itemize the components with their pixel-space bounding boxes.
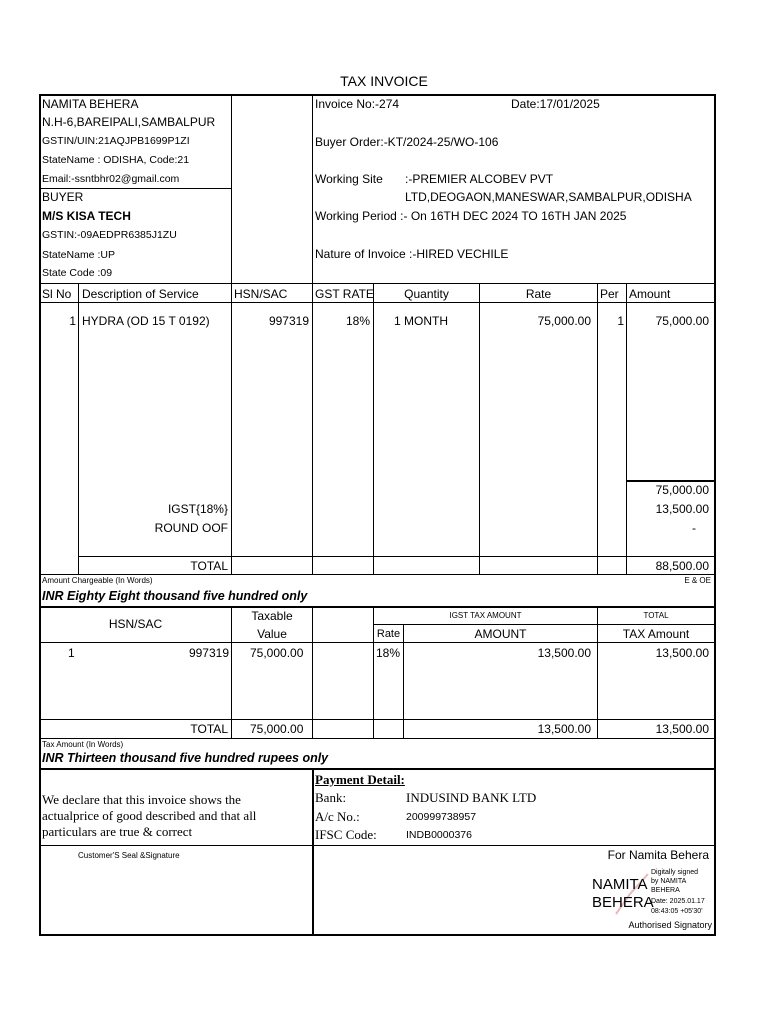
digital-sign-1: Digitally signed [651,869,699,876]
for-company: For Namita Behera [607,848,709,862]
col-quantity: Quantity [404,287,449,301]
customer-seal-label: Customer'S Seal &Signature [78,851,180,860]
round-off-value: - [692,521,696,535]
buyer-order: Buyer Order:-KT/2024-25/WO-106 [315,135,499,149]
buyer-gstin: GSTIN:-09AEDPR6385J1ZU [42,229,177,241]
divider [39,606,716,608]
divider [373,283,374,575]
tax-row-total: 13,500.00 [655,646,709,660]
border-top [39,94,716,96]
buyer-state-code: State Code :09 [42,267,113,279]
total-label: TOTAL [190,559,228,573]
item-rate: 75,000.00 [537,314,591,328]
seller-name: NAMITA BEHERA [42,97,139,111]
sign-name-1: NAMITA [592,876,648,893]
grand-total: 88,500.00 [655,559,709,573]
tax-col-tax-amount: TAX Amount [622,627,690,641]
tax-total-amount: 13,500.00 [537,722,591,736]
item-amount: 75,000.00 [655,314,709,328]
amount-words-label: Amount Chargeable (In Words) [42,576,153,585]
working-site-line1: :-PREMIER ALCOBEV PVT [405,172,554,186]
divider [40,283,714,284]
col-amount: Amount [629,287,671,301]
tax-row-hsn: 997319 [188,646,229,660]
digital-sign-3: BEHERA [651,887,680,894]
tax-in-words: INR Thirteen thousand five hundred rupees only [42,751,329,765]
subtotal-value: 75,000.00 [655,483,709,497]
divider [40,642,714,643]
tax-words-label: Tax Amount (In Words) [42,740,124,749]
border-bottom [39,934,716,936]
divider [40,302,714,303]
invoice-title: TAX INVOICE [340,73,428,89]
item-quantity: 1 MONTH [394,314,448,328]
digital-sign-4: Date: 2025.01.17 [651,898,705,905]
declaration-line-1: We declare that this invoice shows the [42,792,241,807]
tax-total-tax: 13,500.00 [655,722,709,736]
tax-col-taxable-1: Taxable [251,609,293,623]
invoice-number: Invoice No:-274 [315,97,400,111]
digital-sign-5: 08:43:05 +05'30' [651,908,703,915]
divider [78,283,79,575]
divider [40,719,714,720]
seller-state: StateName : ODISHA, Code:21 [42,154,190,166]
working-period: Working Period :- On 16TH DEC 2024 TO 16TH JAN 2025 [315,209,627,223]
digital-sign-2: by NAMITA [651,878,687,885]
item-description: HYDRA (OD 15 T 0192) [82,314,210,328]
col-description: Description of Service [82,287,199,301]
item-gst: 18% [345,314,370,328]
item-sl: 1 [69,314,76,328]
seller-gstin: GSTIN/UIN:21AQJPB1699P1ZI [42,135,190,147]
item-hsn: 997319 [268,314,309,328]
divider [312,768,314,935]
seller-email: Email:-ssntbhr02@gmail.com [42,173,180,185]
tax-col-rate: Rate [376,628,401,640]
seller-address: N.H-6,BAREIPALI,SAMBALPUR [42,115,216,129]
divider [40,738,714,739]
divider [40,574,714,575]
ifsc-code: INDB0000376 [406,829,472,841]
igst-value: 13,500.00 [655,502,709,516]
tax-col-total: TOTAL [643,611,669,620]
buyer-label: BUYER [42,190,84,204]
working-site-label: Working Site [315,172,383,186]
buyer-name: M/S KISA TECH [42,209,131,223]
divider [39,768,716,770]
working-site-line2: LTD,DEOGAON,MANESWAR,SAMBALPUR,ODISHA [405,190,692,204]
tax-total-label: TOTAL [190,722,228,736]
account-number: 200999738957 [406,811,477,823]
bank-name: INDUSIND BANK LTD [406,790,537,805]
ifsc-label: IFSC Code: [315,827,377,842]
tax-total-taxable: 75,000.00 [250,722,304,736]
divider [626,480,714,482]
invoice-date: Date:17/01/2025 [511,97,600,111]
divider [40,188,231,189]
col-per: Per [600,287,619,301]
declaration-line-2: actualprice of good described and that all [42,808,257,823]
invoice-nature: Nature of Invoice :-HIRED VECHILE [315,247,509,261]
tax-col-hsn: HSN/SAC [108,617,163,631]
tax-col-igst: IGST TAX AMOUNT [449,611,522,620]
tax-row-amount: 13,500.00 [537,646,591,660]
account-label: A/c No.: [315,809,360,824]
col-hsn: HSN/SAC [234,287,288,301]
bank-label: Bank: [315,790,347,805]
igst-label: IGST{18%} [167,502,228,516]
tax-row-sl: 1 [68,646,75,660]
authorised-signatory: Authorised Signatory [628,920,712,930]
declaration-line-3: particulars are true & correct [42,824,193,839]
item-per: 1 [617,314,624,328]
tax-col-taxable-2: Value [257,627,287,641]
amount-in-words: INR Eighty Eight thousand five hundred only [42,589,308,603]
col-sl-no: Sl No [42,287,72,301]
divider [231,95,232,283]
tax-col-amount: AMOUNT [474,627,527,641]
divider [78,556,714,557]
tax-row-rate: 18% [376,646,401,660]
buyer-state: StateName :UP [42,249,115,261]
tax-row-taxable: 75,000.00 [250,646,304,660]
divider [373,624,714,625]
sign-name-2: BEHERA [592,894,654,911]
divider [40,845,714,846]
payment-title: Payment Detail: [315,772,405,787]
border-right [714,94,716,936]
divider [312,95,313,283]
col-rate: Rate [525,287,552,301]
eoe-note: E & OE [684,576,711,585]
col-gst-rate: GST RATE [315,287,374,301]
border-left [39,94,41,936]
round-off-label: ROUND OOF [154,521,228,535]
